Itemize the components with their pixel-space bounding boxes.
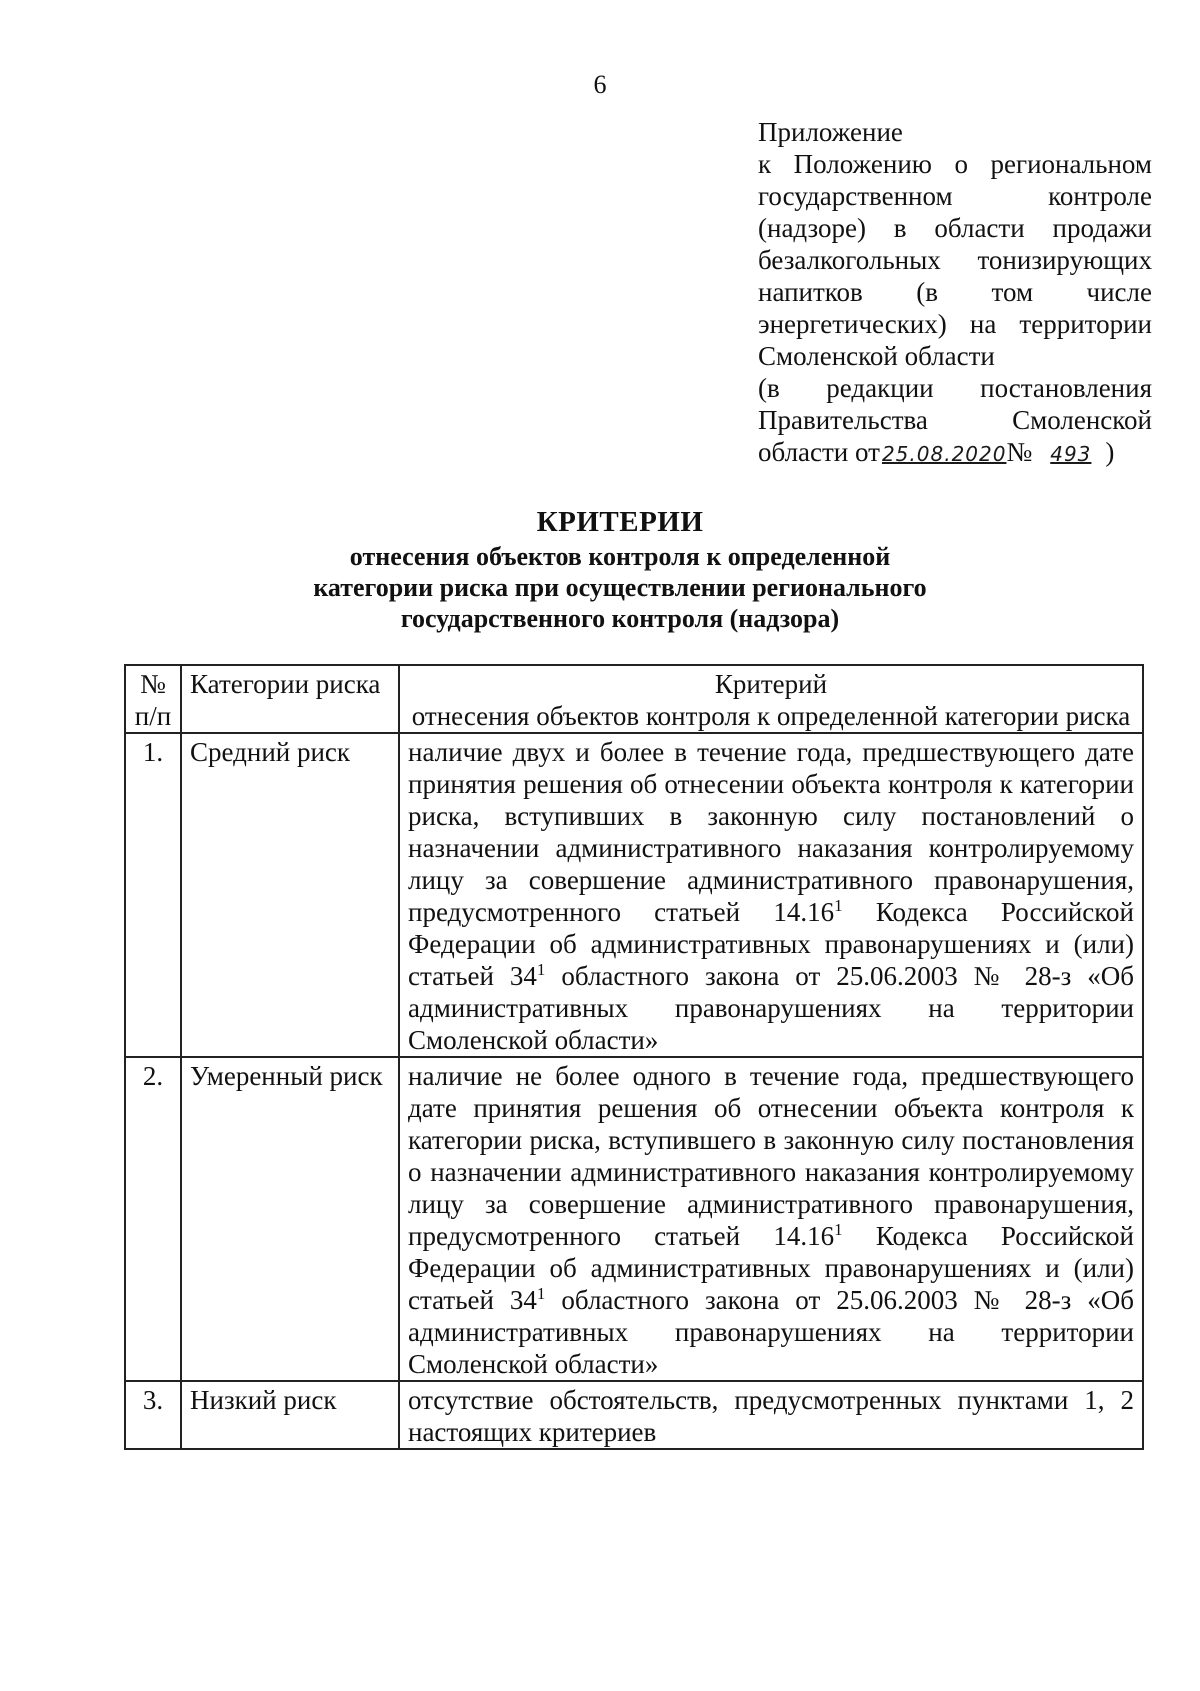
appendix-prefix: области от bbox=[758, 437, 880, 467]
appendix-line: Смоленской области bbox=[758, 341, 995, 371]
row-criterion: наличие двух и более в течение года, предшествующего дате принятия решения об отнесении объекта контроля к категории риска, вступивших в законную силу постановлений о назначении административного наказания контролируемому лицу за совершение административного правонарушения, предусмотренного статьей 14.16$^1$ Кодекса Российской Федерации об административных правонарушениях и (или) статьей $34^1$ областного закона от 25.06.2003 № 28-з «Об административных правонарушениях на территории Смоленской области» bbox=[399, 733, 1143, 1057]
superscript: 1 bbox=[834, 1220, 843, 1239]
table-row bbox=[125, 1381, 1143, 1449]
appendix-line: (в редакции постановления bbox=[758, 373, 1152, 403]
row-number: 1. bbox=[125, 733, 181, 1057]
table-row bbox=[125, 1057, 1143, 1381]
closing-paren: ) bbox=[1105, 437, 1115, 467]
appendix-signature-line bbox=[758, 436, 1152, 470]
row-criterion: отсутствие обстоятельств, предусмотренных пунктами 1, 2 настоящих критериев bbox=[399, 1381, 1143, 1449]
appendix-line: государственном контроле bbox=[758, 181, 1152, 211]
appendix-note bbox=[758, 116, 1152, 470]
row-category: Умеренный риск bbox=[181, 1057, 399, 1381]
document-subtitle-line: отнесения объектов контроля к определенной bbox=[349, 542, 891, 571]
page-number: 6 bbox=[593, 70, 607, 99]
row-criterion: наличие не более одного в течение года, предшествующего дате принятия решения об отнесении объекта контроля к категории риска, вступившего в законную силу постановления о назначении административного наказания контролируемому лицу за совершение административного правонарушения, предусмотренного статьей 14.16$^1$ Кодекса Российской Федерации об административных правонарушениях и (или) статьей $34^1$ областного закона от 25.06.2003 № 28-з «Об административных правонарушениях на территории Смоленской области» bbox=[399, 1057, 1143, 1381]
header-num: № п/п bbox=[125, 665, 181, 733]
appendix-line: (надзоре) в области продажи bbox=[758, 213, 1152, 243]
appendix-line: Правительства Смоленской bbox=[758, 405, 1152, 435]
number-sign: № bbox=[1006, 437, 1033, 467]
appendix-line: напитков (в том числе bbox=[758, 277, 1152, 307]
superscript: 1 bbox=[536, 960, 546, 979]
header-category: Категории риска bbox=[181, 665, 399, 733]
header-criterion bbox=[399, 665, 1143, 733]
criteria-table bbox=[124, 664, 1144, 1450]
appendix-line: к Положению о региональном bbox=[758, 149, 1152, 179]
document-subtitle-line: государственного контроля (надзора) bbox=[400, 604, 840, 633]
header-criterion-title: Критерий bbox=[714, 669, 828, 699]
appendix-line: безалкогольных тонизирующих bbox=[758, 245, 1152, 275]
table-row bbox=[125, 733, 1143, 1057]
row-number: 2. bbox=[125, 1057, 181, 1381]
row-category: Средний риск bbox=[181, 733, 399, 1057]
row-category: Низкий риск bbox=[181, 1381, 399, 1449]
superscript: 1 bbox=[536, 1284, 546, 1303]
appendix-line: Приложение bbox=[758, 117, 903, 147]
row-number: 3. bbox=[125, 1381, 181, 1449]
appendix-line: энергетических) на территории bbox=[758, 309, 1152, 339]
handwritten-date: 25.08.2020 bbox=[881, 442, 1007, 466]
table-header-row bbox=[125, 665, 1143, 733]
handwritten-number: 493 bbox=[1050, 442, 1092, 466]
document-subtitle-line: категории риска при осуществлении регионального bbox=[313, 573, 927, 602]
document-title: КРИТЕРИИ bbox=[536, 506, 704, 538]
document-title-block bbox=[250, 503, 990, 634]
superscript: 1 bbox=[834, 896, 843, 915]
header-criterion-subtitle: отнесения объектов контроля к определенной категории риска bbox=[411, 701, 1131, 731]
